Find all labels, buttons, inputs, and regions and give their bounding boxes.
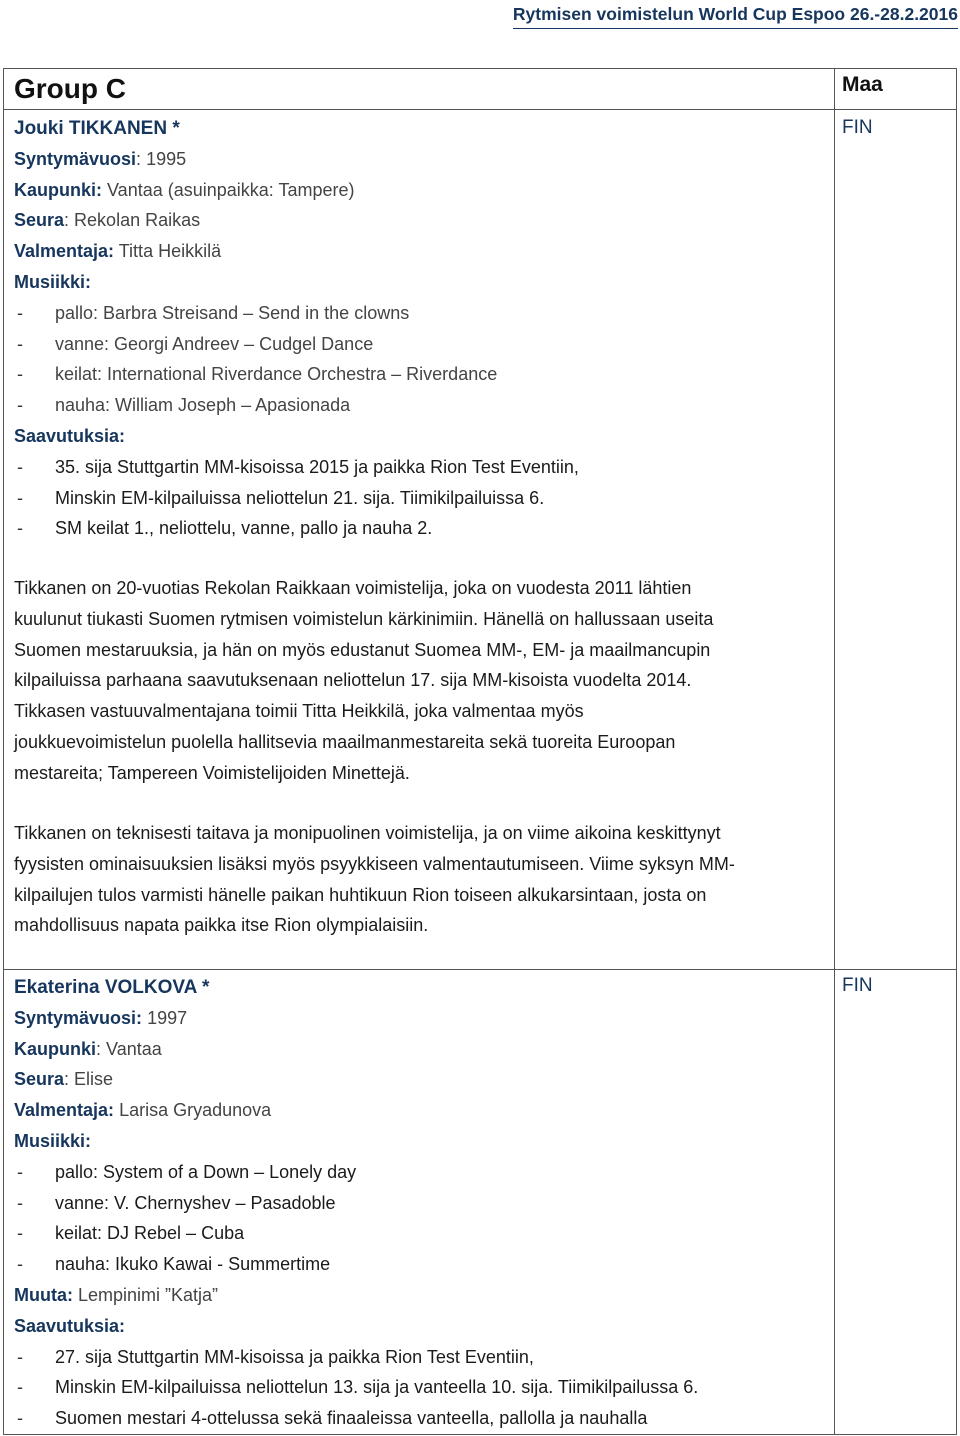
club-value: Rekolan Raikas (74, 210, 201, 231)
city-value: Vantaa (106, 1038, 162, 1059)
music-item: - keilat: DJ Rebel – Cuba (17, 1223, 245, 1244)
achievements-label: Saavutuksia: (14, 425, 126, 446)
other-label: Muuta: (14, 1284, 73, 1305)
athlete-table (3, 68, 957, 1435)
achievements-label: Saavutuksia: (14, 1315, 126, 1336)
bio-paragraph: Tikkanen on teknisesti taitava ja monipuolinen voimistelija, ja on viime aikoina keskittynyt fyysisten ominaisuuksien lisäksi myös psyykkiseen valmentautumiseen. Viime syksyn MM- kilpailujen tulos varmisti hänelle paikan huhtikuun Rion toiseen alkukarsintaan, josta on mahdollisuus napata paikka itse Rion olympialaisiin. (14, 823, 735, 936)
achievement-item: - 35. sija Stuttgartin MM-kisoissa 2015 ja paikka Rion Test Eventiin, (17, 456, 579, 477)
city-label: Kaupunki: (14, 179, 102, 200)
country-column-header: Maa (842, 73, 883, 96)
coach-value: Larisa Gryadunova (119, 1100, 272, 1121)
athlete-name: Ekaterina VOLKOVA * (14, 977, 210, 998)
header-row-divider (4, 109, 956, 110)
club-value: Elise (74, 1069, 114, 1090)
city-value: Vantaa (asuinpaikka: Tampere) (107, 179, 355, 200)
coach-label: Valmentaja: (14, 241, 115, 262)
achievement-item: - Minskin EM-kilpailuissa neliottelun 21. sija. Tiimikilpailuissa 6. (17, 487, 545, 508)
bio-paragraph: Tikkanen on 20-vuotias Rekolan Raikkaan voimistelija, joka on vuodesta 2011 lähtien kuulunut tiukasti Suomen rytmisen voimistelun kärkinimiin. Hänellä on hallussaan useita Suomen mestaruuksia, ja hän on myös edustanut Suomea MM-, EM- ja maailmancupin kilpailuissa parhaana saavutuksenaan neliottelun 17. sija MM-kisoista vuodelta 2014. Tikkasen vastuuvalmentajana toimii Titta Heikkilä, joka valmentaa myös joukkuevoimistelun puolella hallitsevia maailmanmestareita sekä tuoreita Euroopan mestareita; Tampereen Voimistelijoiden Minettejä. (14, 578, 714, 783)
club-label: Seura (14, 210, 65, 231)
athlete-entry: Jouki TIKKANEN * Syntymävuosi: 1995 Kaupunki: Vantaa (asuinpaikka: Tampere) Seura: Rekolan Raikas Valmentaja: Titta Heikkilä Musiikki: - pallo: Barbra Streisand – Send in the clowns - vanne: Georgi Andreev – Cudgel Dance - keilat: International Riverdance Orchestra – Riverdance - nauha: William Joseph – Apasionada Saavutuksia: - 35. sija Stuttgartin MM-kisoissa 2015 ja paikka Rion Test Eventiin, - Minskin EM-kilpailuissa neliottelun 21. sija. Tiimikilpailuissa 6. - SM keilat 1., neliottelu, vanne, pallo ja nauha 2. (14, 113, 829, 544)
city-label: Kaupunki (14, 1038, 97, 1059)
music-item: - pallo: System of a Down – Lonely day (17, 1161, 357, 1182)
coach-label: Valmentaja: (14, 1100, 115, 1121)
athlete-entry: Ekaterina VOLKOVA * Syntymävuosi: 1997 Kaupunki: Vantaa Seura: Elise Valmentaja: Larisa Gryadunova Musiikki: - pallo: System of a Down – Lonely day - vanne: V. Chernyshev – Pasadoble - keilat: DJ Rebel – Cuba - nauha: Ikuko Kawai - Summertime Muuta: Lempinimi ”Katja” Saavutuksia: - 27. sija Stuttgartin MM-kisoissa ja paikka Rion Test Eventiin, - Minskin EM-kilpailuissa neliottelun 13. sija ja vanteella 10. sija. Tiimikilpailussa 6. - Suomen mestari 4-ottelussa sekä finaaleissa vanteella, pallolla ja nauhalla (14, 972, 829, 1434)
other-value: Lempinimi ”Katja” (78, 1284, 219, 1305)
document-header: Rytmisen voimistelun World Cup Espoo 26.-28.2.2016 (513, 4, 958, 29)
birth-year-value: 1997 (147, 1007, 188, 1028)
music-item: - pallo: Barbra Streisand – Send in the clowns (17, 302, 410, 323)
athlete-row-divider (4, 969, 956, 970)
music-item: - nauha: William Joseph – Apasionada (17, 395, 351, 416)
achievement-item: - 27. sija Stuttgartin MM-kisoissa ja paikka Rion Test Eventiin, (17, 1346, 534, 1367)
music-label: Musiikki: (14, 1130, 92, 1151)
music-item: - nauha: Ikuko Kawai - Summertime (17, 1254, 331, 1275)
achievement-item: - SM keilat 1., neliottelu, vanne, pallo ja nauha 2. (17, 518, 433, 539)
music-item: - vanne: Georgi Andreev – Cudgel Dance (17, 333, 374, 354)
athlete-name: Jouki TIKKANEN * (14, 118, 180, 139)
birth-year-label: Syntymävuosi: (14, 1007, 143, 1028)
column-divider (834, 69, 835, 1434)
coach-value: Titta Heikkilä (118, 241, 222, 262)
music-item: - vanne: V. Chernyshev – Pasadoble (17, 1192, 336, 1213)
achievement-item: - Minskin EM-kilpailuissa neliottelun 13. sija ja vanteella 10. sija. Tiimikilpailussa 6. (17, 1377, 699, 1398)
music-label: Musiikki: (14, 271, 92, 292)
group-title: Group C (14, 73, 126, 104)
athlete-country: FIN (842, 975, 873, 996)
achievement-item: - Suomen mestari 4-ottelussa sekä finaaleissa vanteella, pallolla ja nauhalla (17, 1408, 648, 1429)
birth-year-value: 1995 (146, 148, 187, 169)
club-label: Seura (14, 1069, 65, 1090)
music-item: - keilat: International Riverdance Orchestra – Riverdance (17, 364, 498, 385)
birth-year-label: Syntymävuosi (14, 148, 137, 169)
athlete-country: FIN (842, 117, 873, 138)
